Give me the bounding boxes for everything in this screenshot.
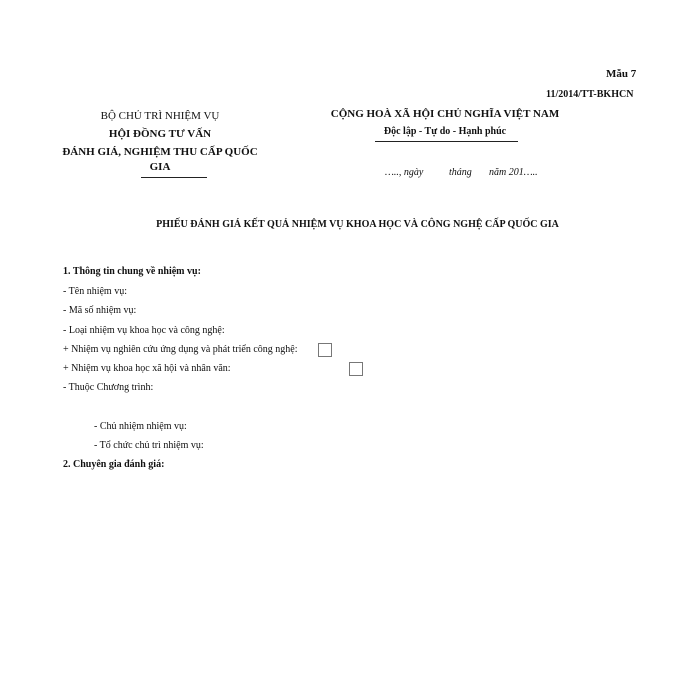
council-subtitle-line-2: GIA [149,161,171,173]
option-social-label: + Nhiệm vụ khoa học xã hội và nhân văn: [63,363,231,374]
task-leader-label: - Chủ nhiệm nhiệm vụ: [94,421,187,432]
option-applied-checkbox[interactable] [318,343,332,357]
council-subtitle-line: ĐÁNH GIÁ, NGHIỆM THU CẤP QUỐC [62,146,258,158]
date-year: năm 201….. [489,167,538,178]
task-code-label: - Mã số nhiệm vụ: [63,305,137,316]
option-applied-label: + Nhiệm vụ nghiên cứu ứng dụng và phát triển công nghệ: [63,344,298,355]
motto: Độc lập - Tự do - Hạnh phúc [383,126,507,137]
task-name-label: - Tên nhiệm vụ: [63,286,127,297]
country-name: CỘNG HOÀ XÃ HỘI CHỦ NGHĨA VIỆT NAM [330,108,560,120]
form-number: Mẫu 7 [606,68,637,80]
option-social-checkbox[interactable] [349,362,363,376]
host-organization-label: - Tổ chức chủ trì nhiệm vụ: [94,440,204,451]
date-place: ….., ngày [385,167,424,178]
council-line: HỘI ĐỒNG TƯ VẤN [108,128,212,140]
section-1-heading: 1. Thông tin chung về nhiệm vụ: [63,266,201,277]
form-title: PHIẾU ĐÁNH GIÁ KẾT QUẢ NHIỆM VỤ KHOA HỌC VÀ CÔNG NGHỆ CẤP QUỐC GIA [156,219,559,230]
date-month: tháng [449,167,472,178]
motto-underline [375,141,518,142]
section-2-heading: 2. Chuyên gia đánh giá: [63,459,165,470]
task-type-label: - Loại nhiệm vụ khoa học và công nghệ: [63,325,225,336]
circular-number: 11/2014/TT-BKHCN [546,89,634,100]
left-header-underline [141,177,207,178]
program-label: - Thuộc Chương trình: [63,382,154,393]
ministry-line: BỘ CHỦ TRÌ NHIỆM VỤ [100,110,220,122]
